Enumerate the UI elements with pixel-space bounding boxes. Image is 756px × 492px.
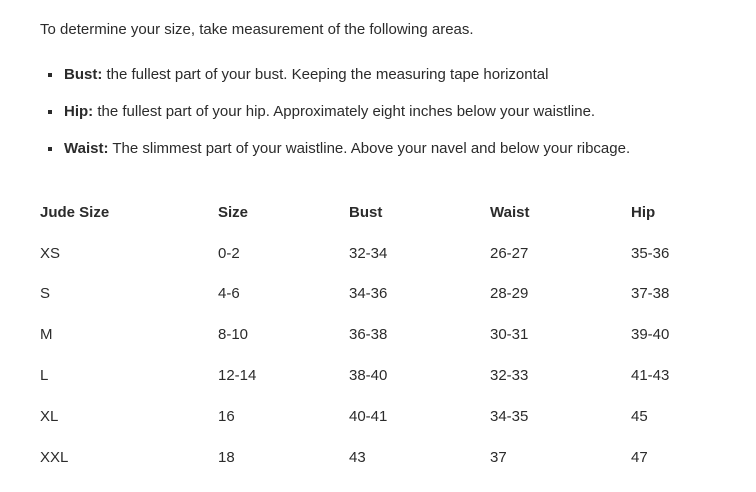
cell-jude-size: M (40, 326, 53, 344)
term-label: Hip: (64, 103, 94, 120)
list-item-waist (48, 139, 630, 159)
list-item-bust (48, 65, 630, 85)
table-row (40, 437, 711, 478)
bullet-icon (48, 110, 52, 114)
bullet-icon (48, 147, 52, 151)
term-label: Waist: (64, 140, 109, 157)
intro-text: To determine your size, take measurement of the following areas. (40, 21, 474, 38)
cell-waist: 26-27 (490, 244, 529, 262)
cell-waist: 34-35 (490, 407, 529, 425)
cell-hip: 37-38 (631, 285, 670, 303)
cell-bust: 40-41 (349, 407, 388, 425)
cell-size: 12-14 (218, 367, 257, 385)
cell-waist: 30-31 (490, 326, 529, 344)
cell-hip: 47 (631, 448, 648, 466)
header-jude-size: Jude Size (40, 203, 110, 221)
cell-size: 0-2 (218, 244, 240, 262)
cell-hip: 35-36 (631, 244, 670, 262)
header-size: Size (218, 203, 249, 221)
term-label: Bust: (64, 66, 103, 83)
header-hip: Hip (631, 203, 656, 221)
cell-size: 4-6 (218, 285, 240, 303)
table-header-row (40, 192, 711, 233)
cell-size: 8-10 (218, 326, 249, 344)
table-row (40, 314, 711, 355)
cell-jude-size: L (40, 367, 49, 385)
cell-waist: 28-29 (490, 285, 529, 303)
cell-waist: 32-33 (490, 367, 529, 385)
table-row (40, 396, 711, 437)
table-row (40, 233, 711, 274)
size-chart-table (40, 192, 711, 478)
cell-bust: 34-36 (349, 285, 388, 303)
cell-bust: 36-38 (349, 326, 388, 344)
term-description: the fullest part of your hip. Approximately eight inches below your waistline. (93, 103, 596, 120)
cell-jude-size: XL (40, 407, 59, 425)
header-bust: Bust (349, 203, 383, 221)
term-description: the fullest part of your bust. Keeping the measuring tape horizontal (102, 66, 549, 83)
bullet-icon (48, 73, 52, 77)
cell-hip: 39-40 (631, 326, 670, 344)
cell-jude-size: S (40, 285, 51, 303)
cell-bust: 38-40 (349, 367, 388, 385)
header-waist: Waist (490, 203, 530, 221)
cell-waist: 37 (490, 448, 507, 466)
table-row (40, 355, 711, 396)
term-description: The slimmest part of your waistline. Above your navel and below your ribcage. (108, 140, 631, 157)
measurement-list (48, 65, 630, 176)
cell-size: 18 (218, 448, 235, 466)
cell-bust: 32-34 (349, 244, 388, 262)
table-row (40, 274, 711, 315)
cell-hip: 45 (631, 407, 648, 425)
cell-size: 16 (218, 407, 235, 425)
list-item-hip (48, 102, 630, 122)
cell-bust: 43 (349, 448, 366, 466)
cell-jude-size: XS (40, 244, 61, 262)
cell-jude-size: XXL (40, 448, 69, 466)
cell-hip: 41-43 (631, 367, 670, 385)
